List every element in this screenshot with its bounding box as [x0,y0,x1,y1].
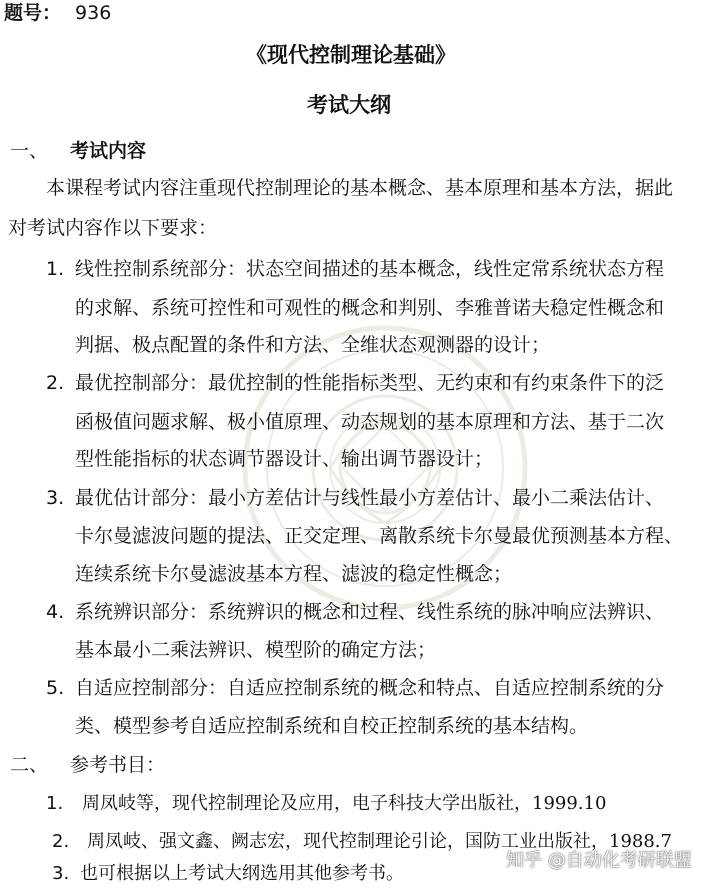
section1-marker: 一、 [10,140,49,162]
item-2-line-1: 最优控制部分：最优控制的性能指标类型、无约束和有约束条件下的泛 [75,372,665,394]
item-1-number: 1. [46,258,65,280]
item-2-line-2: 函极值问题求解、极小值原理、动态规划的基本原理和方法、基于二次 [75,411,665,433]
zhihu-watermark: 知乎 @自动化考研联盟 [506,850,692,871]
item-5-line-2: 类、模型参考自适应控制系统和自校正控制系统的基本结构。 [75,715,589,737]
item-1-line-3: 判据、极点配置的条件和方法、全维状态观测器的设计； [75,334,551,356]
section2-marker: 二、 [10,754,49,776]
item-2-line-3: 型性能指标的状态调节器设计、输出调节器设计； [75,448,494,470]
item-2-number: 2. [46,372,65,394]
item-3-line-2: 卡尔曼滤波问题的提法、正交定理、离散系统卡尔曼最优预测基本方程、 [75,525,684,547]
exam-number [4,1,111,25]
exam-number-label: 题号： [4,2,62,24]
item-3-number: 3. [46,487,65,509]
item-3-line-1: 最优估计部分：最小方差估计与线性最小方差估计、最小二乘法估计、 [75,487,665,509]
exam-number-value: 936 [75,2,112,24]
document-subtitle: 考试大纲 [307,92,391,117]
document-title: 《现代控制理论基础》 [246,42,456,67]
intro-line-2: 对考试内容作以下要求： [8,217,218,239]
book-1-number: 1. [46,793,64,814]
item-1-line-1: 线性控制系统部分：状态空间描述的基本概念，线性定常系统状态方程 [75,258,665,280]
item-4-line-1: 系统辨识部分：系统辨识的概念和过程、线性系统的脉冲响应法辨识、 [75,601,665,623]
item-5-number: 5. [46,677,65,699]
item-1-line-2: 的求解、系统可控性和可观性的概念和判别、李雅普诺夫稳定性概念和 [75,297,665,319]
intro-line-1: 本课程考试内容注重现代控制理论的基本概念、基本原理和基本方法，据此 [46,177,674,199]
section1-heading: 考试内容 [70,140,147,162]
item-3-line-3: 连续系统卡尔曼滤波基本方程、滤波的稳定性概念； [75,563,513,585]
book-1-text: 周凤岐等，现代控制理论及应用，电子科技大学出版社，1999.10 [82,793,607,814]
item-4-line-2: 基本最小二乘法辨识、模型阶的确定方法； [75,639,437,661]
book-2-text: 周凤岐、强文鑫、阙志宏，现代控制理论引论，国防工业出版社，1988.7 [87,831,672,852]
book-3-text: 也可根据以上考试大纲选用其他参考书。 [80,863,404,884]
book-3-number: 3. [52,863,70,884]
section2-heading: 参考书目： [70,754,166,776]
item-4-number: 4. [46,601,65,623]
item-5-line-1: 自适应控制部分：自适应控制系统的概念和特点、自适应控制系统的分 [75,677,665,699]
book-2-number: 2. [52,831,70,852]
